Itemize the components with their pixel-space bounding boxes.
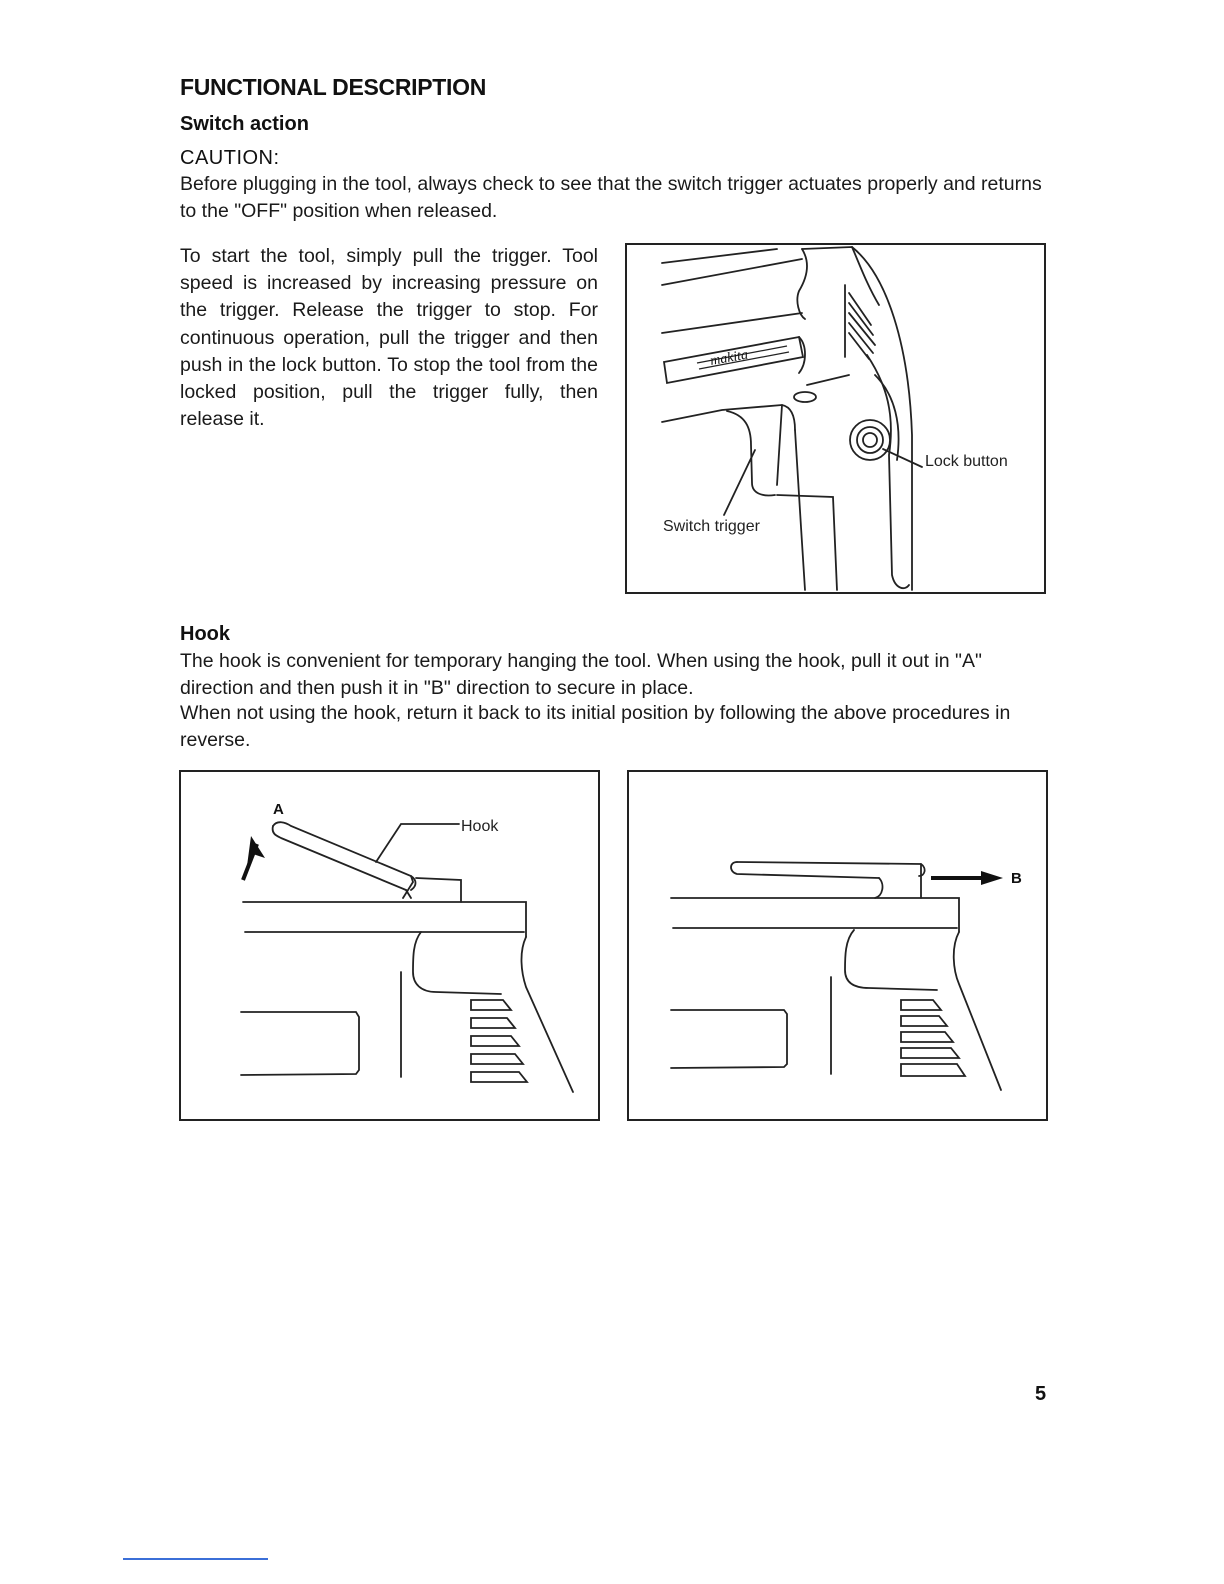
hook-push-illustration (629, 772, 1050, 1123)
switch-illustration (627, 245, 1048, 596)
hook-pull-illustration (181, 772, 602, 1123)
page-number: 5 (1035, 1383, 1047, 1405)
lock-button-label: Lock button (925, 453, 1008, 470)
switch-action-body: To start the tool, simply pull the trigger. Tool speed is increased by increasing pressure on the trigger. Release the trigger to stop. For continuous operation, pull the trigger and then push in the lock button. To stop the tool from the locked position, pull the trigger fully, then release it. (180, 245, 598, 431)
switch-action-title: Switch action (180, 113, 309, 135)
direction-b-label: B (1011, 870, 1022, 887)
switch-trigger-label: Switch trigger (663, 518, 760, 535)
switch-figure (625, 243, 1046, 594)
hook-paragraph-1: The hook is convenient for temporary hanging the tool. When using the hook, pull it out in "A" direction and then push it in "B" direction to secure in place. (180, 650, 982, 699)
hook-figure-a (179, 770, 600, 1121)
hook-figure-b (627, 770, 1048, 1121)
hook-paragraph-2: When not using the hook, return it back to its initial position by following the above procedures in reverse. (180, 702, 1011, 751)
hook-title: Hook (180, 623, 230, 645)
hook-label: Hook (461, 818, 499, 835)
bottom-rule (123, 1558, 268, 1560)
makita-logo: makita (709, 347, 750, 369)
direction-a-label: A (273, 801, 284, 818)
caution-text: Before plugging in the tool, always check to see that the switch trigger actuates properly and returns to the "OFF" position when released. (180, 173, 1042, 222)
caution-label: CAUTION: (180, 147, 280, 169)
section-heading: FUNCTIONAL DESCRIPTION (180, 74, 487, 100)
